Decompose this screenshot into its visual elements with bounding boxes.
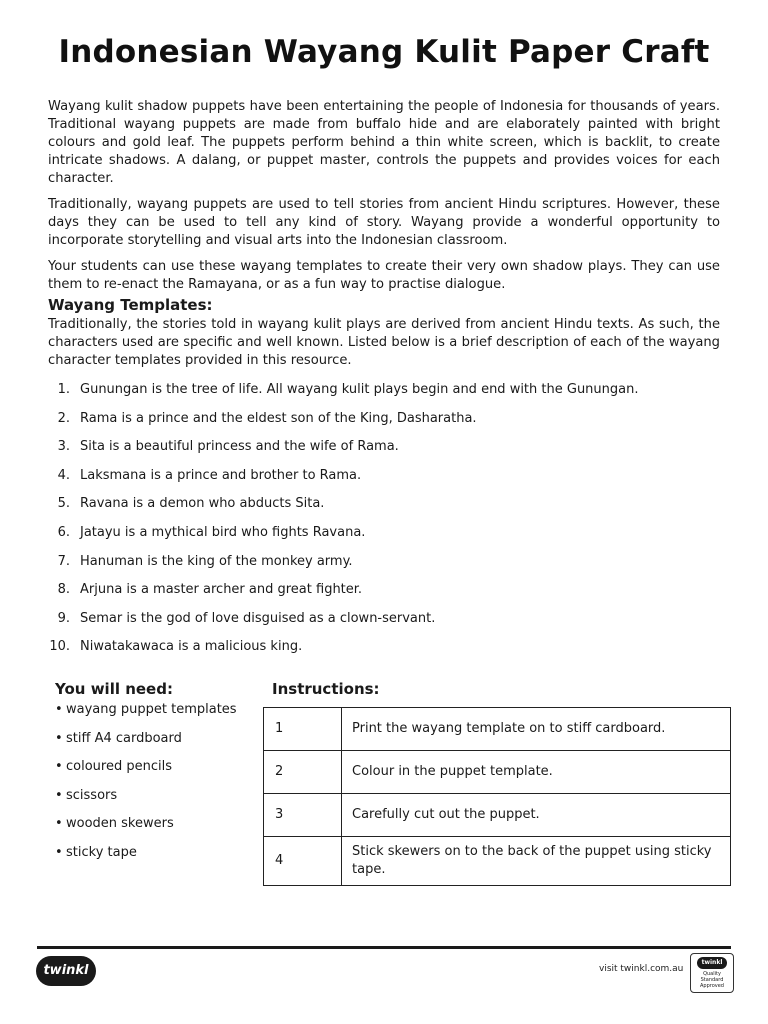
list-number: 8.	[57, 582, 70, 598]
material-text: wooden skewers	[66, 816, 174, 832]
materials-section	[55, 680, 255, 872]
list-number: 7.	[57, 553, 70, 569]
table-row	[264, 837, 731, 886]
list-number: 2.	[57, 410, 70, 426]
templates-description: Traditionally, the stories told in wayang kulit plays are derived from ancient Hindu texts. As such, the characters used are specific and well known. Listed below is a brief description of each of the wayang character templates provided in this resource.	[48, 317, 720, 368]
list-text: Rama is a prince and the eldest son of the King, Dasharatha.	[80, 410, 477, 426]
intro-paragraph: Traditionally, wayang puppets are used to tell stories from ancient Hindu scriptures. However, these days they can be used to tell any kind of story. Wayang provide a wonderful opportunity to incorporate storytelling and visual arts into the Indonesian classroom.	[48, 197, 720, 248]
list-item	[48, 380, 639, 409]
footer-link[interactable]: visit twinkl.com.au	[599, 964, 684, 974]
list-number: 4.	[57, 467, 70, 483]
list-number: 5.	[57, 496, 70, 512]
step-number: 1	[264, 708, 342, 751]
instructions-table	[263, 707, 731, 886]
list-item	[48, 523, 639, 552]
list-item	[48, 637, 639, 666]
list-text: Jatayu is a mythical bird who fights Ravana.	[80, 524, 366, 540]
material-text: scissors	[66, 787, 118, 803]
material-text: stiff A4 cardboard	[66, 730, 182, 746]
bullet-icon: •	[55, 730, 63, 746]
list-item	[55, 814, 255, 843]
list-number: 9.	[57, 610, 70, 626]
instructions-heading: Instructions:	[272, 680, 380, 698]
bullet-icon: •	[55, 844, 63, 860]
materials-list	[55, 700, 255, 872]
list-item	[55, 843, 255, 872]
list-text: Semar is the god of love disguised as a clown-servant.	[80, 610, 436, 626]
list-item	[55, 757, 255, 786]
material-text: coloured pencils	[66, 759, 172, 775]
step-number: 2	[264, 751, 342, 794]
bullet-icon: •	[55, 787, 63, 803]
list-text: Niwatakawaca is a malicious king.	[80, 639, 303, 655]
intro-section	[48, 98, 720, 302]
list-item	[48, 437, 639, 466]
list-item	[55, 700, 255, 729]
footer-divider	[37, 946, 731, 949]
list-text: Arjuna is a master archer and great fighter.	[80, 582, 363, 598]
materials-heading: You will need:	[55, 680, 173, 698]
intro-paragraph: Wayang kulit shadow puppets have been entertaining the people of Indonesia for thousands of years. Traditional wayang puppets are made from buffalo hide and are elaborately painted with bright colours and gold leaf. The puppets perform behind a thin white screen, which is backlit, to create intricate shadows. A dalang, or puppet master, controls the puppets and provides voices for each character.	[48, 99, 720, 186]
list-text: Gunungan is the tree of life. All wayang kulit plays begin and end with the Gunungan.	[80, 382, 639, 397]
intro-paragraph: Your students can use these wayang templates to create their very own shadow plays. They can use them to re-enact the Ramayana, or as a fun way to practise dialogue.	[48, 259, 720, 292]
list-text: Laksmana is a prince and brother to Rama.	[80, 467, 362, 483]
bullet-icon: •	[55, 759, 63, 775]
character-list	[48, 380, 639, 666]
list-text: Sita is a beautiful princess and the wife of Rama.	[80, 439, 399, 455]
templates-heading: Wayang Templates:	[48, 296, 213, 314]
page-title: Indonesian Wayang Kulit Paper Craft	[58, 34, 710, 70]
step-text: Colour in the puppet template.	[342, 751, 731, 794]
badge-line: Quality Standard	[700, 971, 724, 983]
step-text: Carefully cut out the puppet.	[342, 794, 731, 837]
list-number: 3.	[57, 439, 70, 455]
step-number: 4	[264, 837, 342, 886]
list-text: Hanuman is the king of the monkey army.	[80, 553, 353, 569]
list-item	[48, 494, 639, 523]
step-text: Print the wayang template on to stiff cardboard.	[342, 708, 731, 751]
table-row	[264, 708, 731, 751]
table-row	[264, 751, 731, 794]
table-row	[264, 794, 731, 837]
step-text: Stick skewers on to the back of the puppet using sticky tape.	[342, 837, 731, 886]
list-number: 1.	[57, 382, 70, 397]
material-text: wayang puppet templates	[66, 702, 237, 717]
quality-badge-icon	[690, 953, 734, 993]
list-item	[55, 729, 255, 758]
bullet-icon: •	[55, 702, 63, 717]
list-item	[48, 552, 639, 581]
twinkl-logo: twinkl	[36, 956, 96, 986]
list-number: 6.	[57, 524, 70, 540]
badge-logo: twinkl	[697, 957, 727, 969]
step-number: 3	[264, 794, 342, 837]
list-item	[48, 609, 639, 638]
list-item	[55, 786, 255, 815]
list-item	[48, 409, 639, 438]
list-text: Ravana is a demon who abducts Sita.	[80, 496, 325, 512]
list-number: 10.	[49, 639, 70, 655]
bullet-icon: •	[55, 816, 63, 832]
list-item	[48, 580, 639, 609]
material-text: sticky tape	[66, 844, 137, 860]
list-item	[48, 466, 639, 495]
badge-line: Approved	[700, 983, 724, 989]
